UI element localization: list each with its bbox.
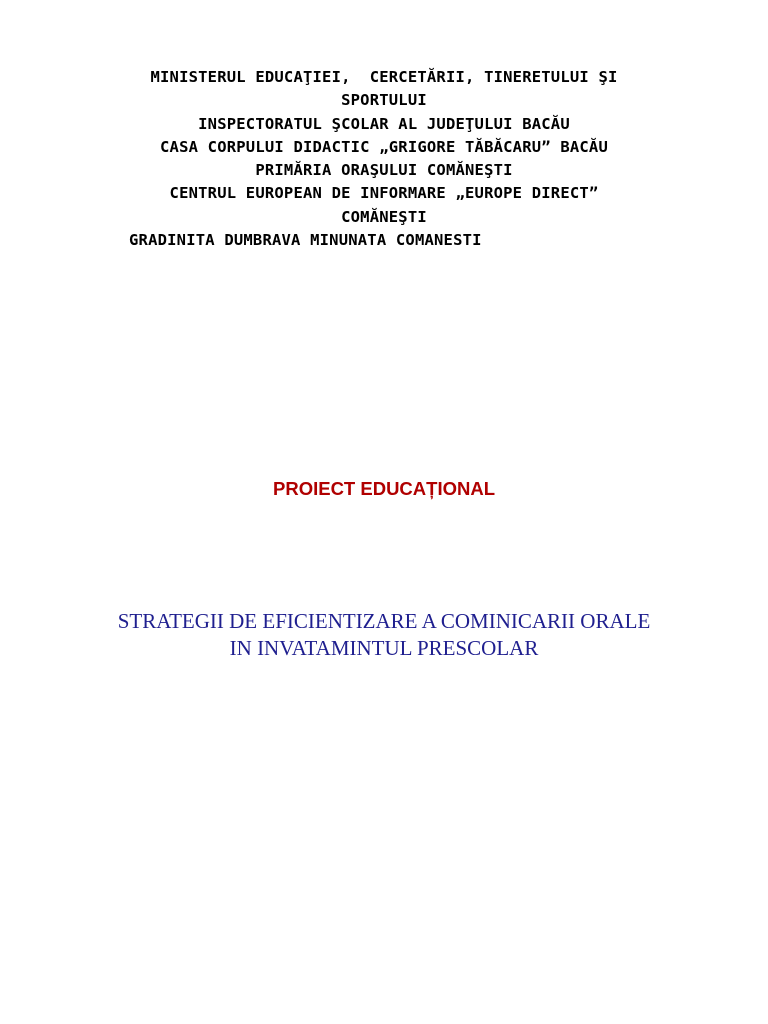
header-line-city-hall: PRIMĂRIA ORAŞULUI COMĂNEŞTI — [255, 161, 513, 180]
header-line-ministry: MINISTERUL EDUCAŢIEI, CERCETĂRII, TINERETULUI ŞI — [150, 68, 618, 86]
project-label: PROIECT EDUCAȚIONAL — [273, 478, 495, 499]
header-line-ministry-cont: SPORTULUI — [341, 91, 427, 110]
project-title — [0, 608, 768, 662]
header-line-teachers-house: CASA CORPULUI DIDACTIC „GRIGORE TĂBĂCARU” BACĂU — [160, 137, 608, 156]
header-line-inspectorate: INSPECTORATUL ŞCOLAR AL JUDEŢULUI BACĂU — [198, 114, 570, 133]
project-title-line-2: IN INVATAMINTUL PRESCOLAR — [229, 636, 539, 660]
header-line-europe-direct: CENTRUL EUROPEAN DE INFORMARE „EUROPE DIRECT” — [169, 184, 599, 203]
institution-header — [0, 66, 768, 252]
header-line-europe-direct-city: COMĂNEŞTI — [341, 207, 427, 226]
project-title-line-1: STRATEGII DE EFICIENTIZARE A COMINICARII ORALE — [117, 609, 651, 633]
header-line-kindergarten: GRADINITA DUMBRAVA MINUNATA COMANESTI — [129, 231, 482, 250]
